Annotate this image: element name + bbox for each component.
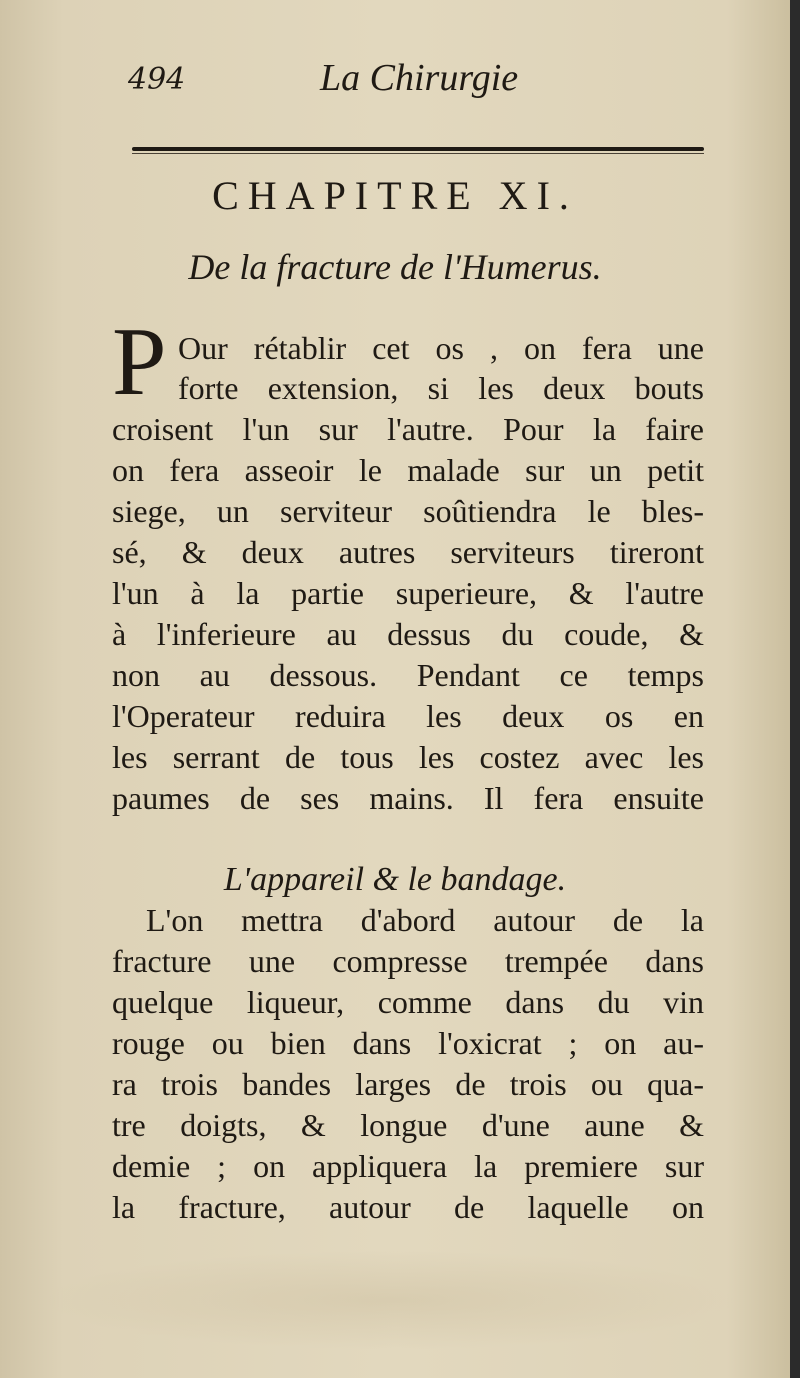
text-line: tre doigts, & longue d'une aune & <box>112 1107 704 1143</box>
header-rule <box>132 147 704 151</box>
text-line: quelque liqueur, comme dans du vin <box>112 984 704 1020</box>
chapter-subtitle: De la fracture de l'Humerus. <box>188 247 602 287</box>
text-line: l'Operateur reduira les deux os en <box>112 698 704 734</box>
text-line: rouge ou bien dans l'oxicrat ; on au- <box>112 1025 704 1061</box>
text-line: à l'inferieure au dessus du coude, & <box>112 616 704 652</box>
text-line: croisent l'un sur l'autre. Pour la faire <box>112 411 704 447</box>
text-line: demie ; on appliquera la premiere sur <box>112 1148 704 1184</box>
text-line: non au dessous. Pendant ce temps <box>112 657 704 693</box>
section-heading: L'appareil & le bandage. <box>223 861 567 898</box>
text-line: fracture une compresse trempée dans <box>112 943 704 979</box>
running-title: La Chirurgie <box>320 57 519 99</box>
text-line: sé, & deux autres serviteurs tireront <box>112 534 704 570</box>
text-line: paumes de ses mains. Il fera ensuite <box>112 780 704 816</box>
text-line: les serrant de tous les costez avec les <box>112 739 704 775</box>
text-line: Our rétablir cet os , on fera une <box>178 330 704 366</box>
header-rule-thin <box>132 153 704 154</box>
drop-cap: P <box>112 308 167 416</box>
text-line: L'on mettra d'abord autour de la <box>146 902 704 938</box>
text-line: siege, un serviteur soûtiendra le bles- <box>112 493 704 529</box>
paper-stain <box>40 1250 740 1350</box>
chapter-title: CHAPITRE XI. <box>212 173 578 218</box>
page-edge <box>790 0 800 1378</box>
page-number: 494 <box>128 62 186 97</box>
text-line: forte extension, si les deux bouts <box>178 370 704 406</box>
text-line: ra trois bandes larges de trois ou qua- <box>112 1066 704 1102</box>
text-line: l'un à la partie superieure, & l'autre <box>112 575 704 611</box>
text-line: on fera asseoir le malade sur un petit <box>112 452 704 488</box>
text-line: la fracture, autour de laquelle on <box>112 1189 704 1225</box>
